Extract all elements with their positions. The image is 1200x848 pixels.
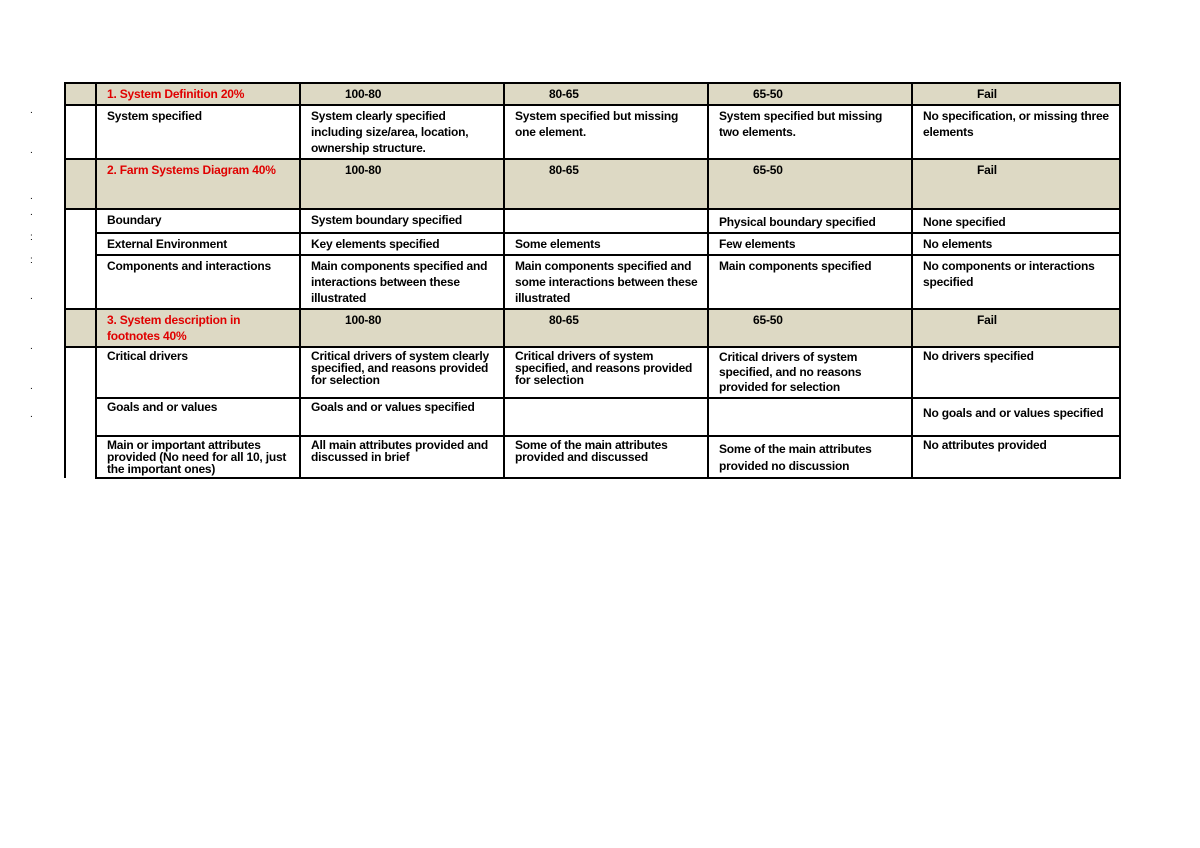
rubric-cell: Main components specified [708,255,912,309]
left-margin-cell [65,347,96,398]
rubric-cell: Critical drivers of system clearly specified, and reasons provided for selection [300,347,504,398]
criterion-label: Goals and or values [96,398,300,436]
criterion-label: Components and interactions [96,255,300,309]
score-band: 65-50 [708,159,912,209]
criterion-label: External Environment [96,233,300,255]
rubric-cell: No specification, or missing three elements [912,105,1120,159]
score-band: 80-65 [504,83,708,105]
left-margin-cell [65,436,96,478]
left-margin-cell [65,209,96,233]
rubric-cell: Physical boundary specified [708,209,912,233]
margin-mark: . [30,291,33,302]
rubric-cell [708,398,912,436]
left-margin-cell [65,233,96,255]
margin-mark: : [30,232,33,243]
margin-mark: . [30,381,33,392]
criterion-label: Main or important attributes provided (No need for all 10, just the important ones) [96,436,300,478]
criterion-label: Boundary [96,209,300,233]
section-title: 2. Farm Systems Diagram 40% [96,159,300,209]
criterion-row [65,255,1120,309]
criterion-row [65,398,1120,436]
margin-mark: . [30,145,33,156]
score-band: 100-80 [300,159,504,209]
score-band: 80-65 [504,159,708,209]
rubric-cell: System specified but missing two elements. [708,105,912,159]
margin-mark: . [30,207,33,218]
assessment-rubric-table [64,82,1121,479]
rubric-cell [504,398,708,436]
rubric-cell: Goals and or values specified [300,398,504,436]
rubric-cell: No goals and or values specified [912,398,1120,436]
rubric-cell: No elements [912,233,1120,255]
criterion-row [65,436,1120,478]
rubric-cell: Critical drivers of system specified, and reasons provided for selection [504,347,708,398]
margin-mark: . [30,105,33,116]
criterion-row [65,209,1120,233]
margin-mark: . [30,341,33,352]
score-band-fail: Fail [912,309,1120,347]
rubric-cell: Some elements [504,233,708,255]
score-band: 100-80 [300,83,504,105]
score-band: 65-50 [708,309,912,347]
criterion-row [65,105,1120,159]
criterion-label: System specified [96,105,300,159]
score-band-fail: Fail [912,159,1120,209]
criterion-label: Critical drivers [96,347,300,398]
score-band: 100-80 [300,309,504,347]
section-header-row [65,83,1120,105]
margin-mark: . [30,191,33,202]
left-margin-cell [65,255,96,309]
rubric-cell: Some of the main attributes provided and discussed [504,436,708,478]
section-title: 1. System Definition 20% [96,83,300,105]
rubric-cell: System clearly specified including size/area, location, ownership structure. [300,105,504,159]
left-margin-cell [65,309,96,347]
criterion-row [65,347,1120,398]
left-margin-cell [65,105,96,159]
rubric-cell: Main components specified and interactions between these illustrated [300,255,504,309]
rubric-cell: No drivers specified [912,347,1120,398]
score-band: 65-50 [708,83,912,105]
rubric-cell [504,209,708,233]
rubric-cell: All main attributes provided and discussed in brief [300,436,504,478]
rubric-cell: System specified but missing one element. [504,105,708,159]
margin-mark: . [30,409,33,420]
section-title: 3. System description in footnotes 40% [96,309,300,347]
rubric-cell: Main components specified and some interactions between these illustrated [504,255,708,309]
section-header-row [65,309,1120,347]
left-margin-cell [65,83,96,105]
section-header-row [65,159,1120,209]
margin-mark: : [30,255,33,266]
rubric-cell: System boundary specified [300,209,504,233]
rubric-cell: Few elements [708,233,912,255]
criterion-row [65,233,1120,255]
score-band-fail: Fail [912,83,1120,105]
rubric-cell: Key elements specified [300,233,504,255]
left-margin-cell [65,398,96,436]
score-band: 80-65 [504,309,708,347]
rubric-cell: Some of the main attributes provided no discussion [708,436,912,478]
rubric-cell: No components or interactions specified [912,255,1120,309]
rubric-cell: None specified [912,209,1120,233]
left-margin-cell [65,159,96,209]
rubric-cell: Critical drivers of system specified, and no reasons provided for selection [708,347,912,398]
rubric-cell: No attributes provided [912,436,1120,478]
